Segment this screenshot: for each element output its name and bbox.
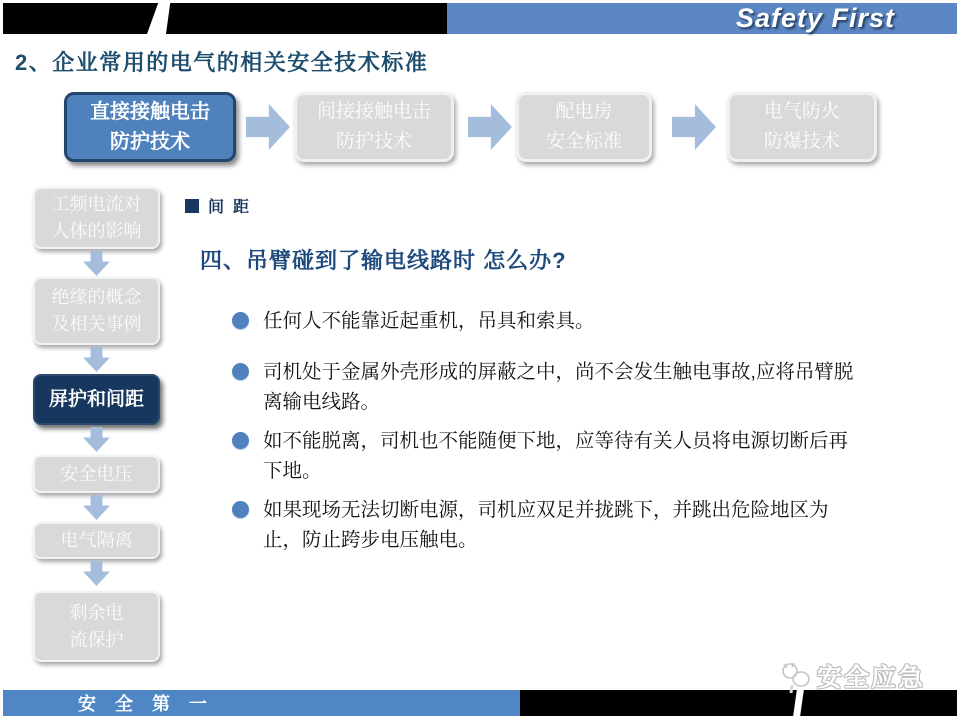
sidebar-item-shielding-clearance-active — [33, 374, 160, 425]
process-step-label: 安全标准 — [545, 131, 622, 152]
slide-title: 2、企业常用的电气的相关安全技术标准 — [15, 50, 429, 75]
sidebar-item-label: 流保护 — [69, 629, 124, 650]
process-step-label: 间接接触电击 — [316, 101, 431, 122]
content-heading: 四、吊臂碰到了输电线路时 怎么办? — [200, 248, 567, 273]
header-bar-black-left — [3, 3, 163, 34]
sidebar-item-label: 及相关事例 — [51, 314, 142, 334]
sidebar-item-power-frequency-current — [33, 187, 160, 249]
watermark-text: 安全应急 — [817, 664, 926, 692]
arrow-down-icon — [83, 251, 110, 276]
circle-bullet-icon — [232, 432, 249, 449]
arrow-down-icon — [83, 561, 110, 586]
process-step-label: 防护技术 — [335, 131, 412, 152]
bullet-item — [232, 426, 864, 486]
sidebar-item-label: 工频电流对 — [51, 194, 142, 214]
circle-bullet-icon — [232, 363, 249, 380]
bullet-text: 如不能脱离，司机也不能随便下地，应等待有关人员将电源切断后再下地。 — [263, 430, 849, 482]
section-label — [185, 194, 258, 217]
footer-slogan: 安 全 第 一 — [78, 694, 215, 714]
sidebar-item-label: 绝缘的概念 — [51, 287, 142, 307]
arrow-right-icon — [468, 104, 512, 150]
sidebar-item-label: 屏护和间距 — [48, 389, 144, 410]
footer-bar-blue — [3, 690, 520, 716]
process-step-label: 防护技术 — [110, 131, 190, 153]
process-step-fire-explosion — [727, 92, 877, 162]
process-step-indirect-contact — [294, 92, 454, 162]
bullet-text: 司机处于金属外壳形成的屏蔽之中，尚不会发生触电事故,应将吊臂脱离输电线路。 — [263, 361, 854, 413]
process-step-distribution-room — [516, 92, 652, 162]
bullet-item — [232, 357, 864, 417]
header-bar-black-right — [166, 3, 447, 34]
brand-slogan: Safety First — [735, 3, 895, 33]
sidebar-item-safe-voltage — [33, 455, 160, 493]
sidebar-item-label: 人体的影响 — [51, 221, 142, 241]
process-step-label: 配电房 — [555, 101, 613, 122]
sidebar-item-electrical-isolation — [33, 522, 160, 559]
arrow-right-icon — [246, 104, 290, 150]
arrow-down-icon — [83, 427, 110, 452]
sidebar-item-label: 剩余电 — [69, 602, 124, 623]
bullet-item — [232, 495, 864, 555]
square-bullet-icon — [185, 199, 199, 213]
arrow-down-icon — [83, 495, 110, 520]
header-bar-blue — [447, 3, 957, 34]
sidebar-item-label: 安全电压 — [60, 463, 133, 484]
arrow-down-icon — [83, 347, 110, 372]
process-step-direct-contact — [64, 92, 236, 162]
bullet-text: 任何人不能靠近起重机，吊具和索具。 — [263, 310, 595, 332]
arrow-right-icon — [672, 104, 716, 150]
process-step-label: 电气防火 — [763, 101, 840, 122]
mascot-icon — [780, 659, 814, 693]
process-step-label: 防爆技术 — [763, 131, 840, 152]
process-step-label: 直接接触电击 — [90, 101, 210, 123]
sidebar-item-insulation-concept — [33, 277, 160, 345]
bullet-text: 如果现场无法切断电源，司机应双足并拢跳下，并跳出危险地区为止，防止跨步电压触电。 — [263, 499, 829, 551]
circle-bullet-icon — [232, 312, 249, 329]
sidebar-item-label: 电气隔离 — [60, 530, 133, 550]
section-label-text: 间距 — [208, 199, 259, 216]
watermark-logo — [780, 658, 925, 694]
bullet-item — [232, 306, 864, 336]
sidebar-item-residual-current-protection — [33, 591, 160, 662]
circle-bullet-icon — [232, 501, 249, 518]
